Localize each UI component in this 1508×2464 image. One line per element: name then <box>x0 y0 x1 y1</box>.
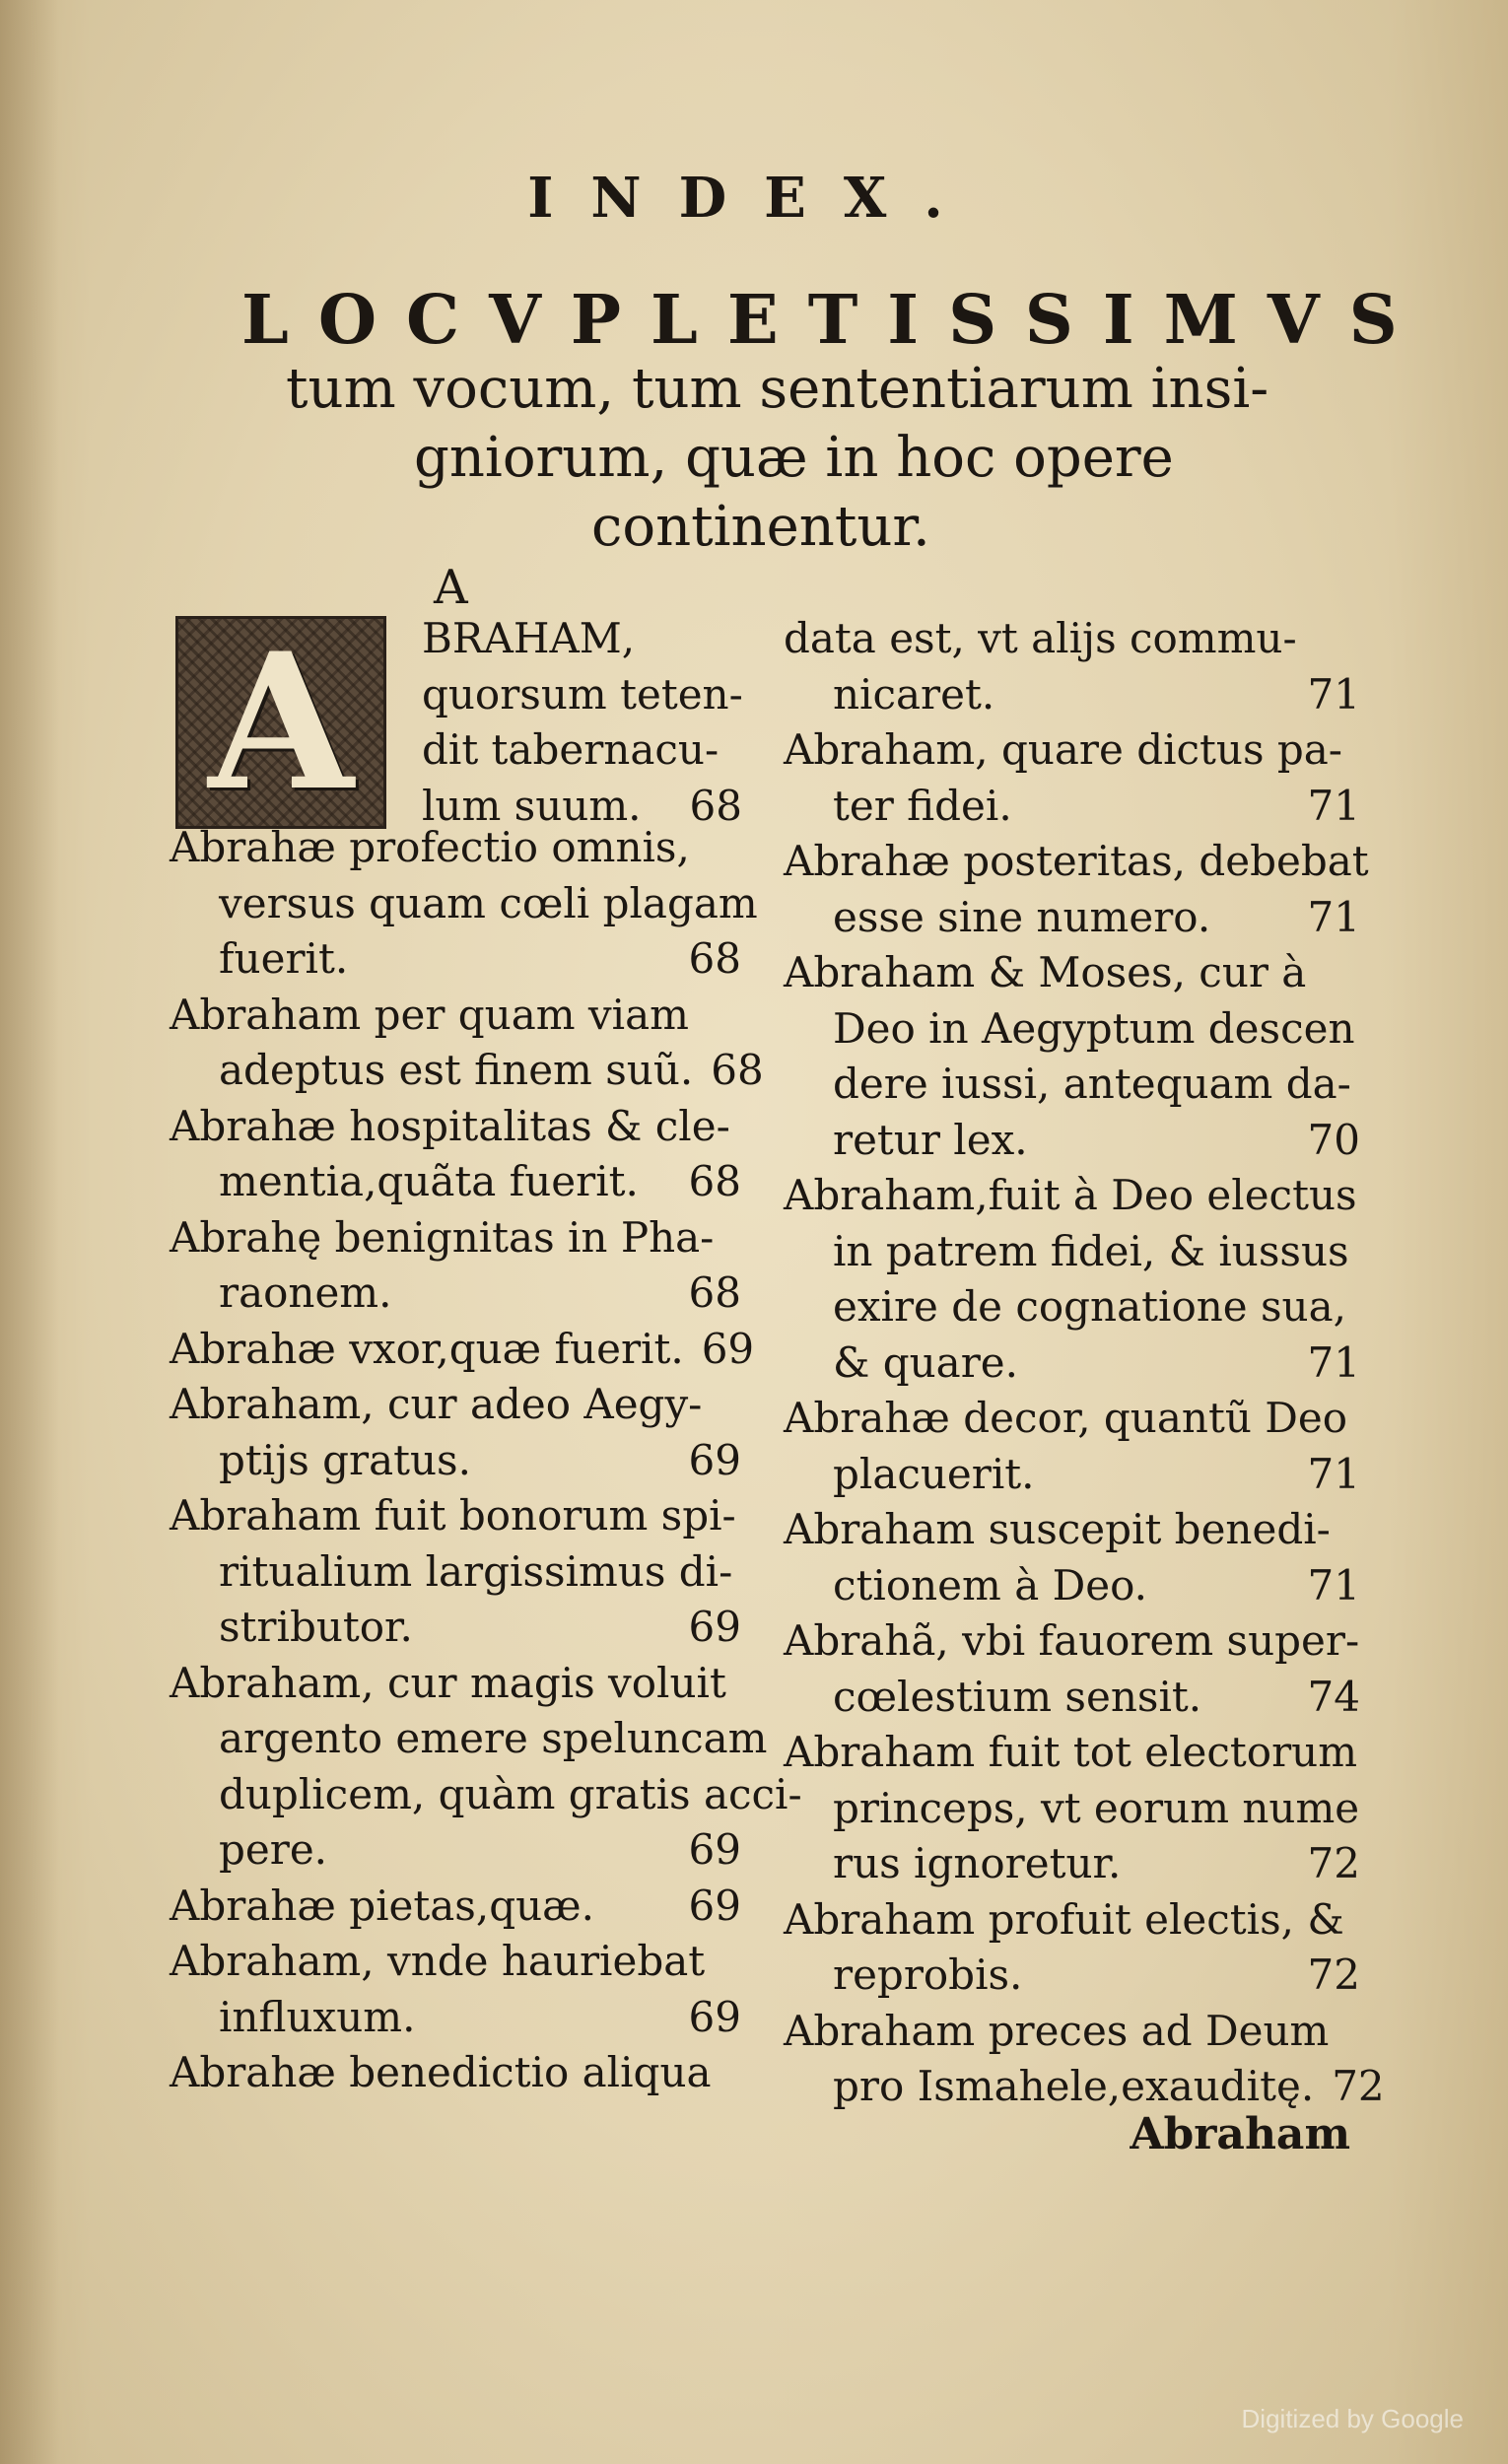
index-title: LOCVPLETISSIMVS <box>241 281 1427 360</box>
page-number: 69 <box>688 1435 741 1484</box>
index-entry <box>170 1656 802 1879</box>
drop-cap-letter: A <box>208 616 354 829</box>
page-number: 72 <box>1307 1951 1360 1999</box>
index-entry <box>170 1488 741 1656</box>
entry-line: quorsum teten- <box>422 669 743 719</box>
entry-line: influxum. 69 <box>170 1990 741 2046</box>
index-entry <box>170 1377 741 1488</box>
entry-line: dit tabernacu- <box>422 725 720 774</box>
index-entry <box>784 834 1369 945</box>
page-number: 71 <box>1307 892 1360 941</box>
entry-line: retur lex. 70 <box>784 1113 1360 1169</box>
page-number: 69 <box>701 1324 755 1373</box>
ornamental-initial-icon <box>175 616 386 829</box>
entry-line: pro Ismahele,exauditę. 72 <box>784 2059 1360 2115</box>
entry-line: reprobis. 72 <box>784 1948 1360 2004</box>
entry-line: Abrahã, vbi fauorem super- <box>784 1616 1360 1665</box>
entry-line: ptijs gratus. 69 <box>170 1433 741 1489</box>
entry-line: ter fidei. 71 <box>784 779 1360 835</box>
index-entry <box>784 1892 1360 2004</box>
entry-line: Abraham, vnde hauriebat <box>170 1937 706 1985</box>
entry-line: versus quam cœli plagam <box>219 878 758 927</box>
index-entry <box>784 1613 1360 1725</box>
right-column <box>784 611 1385 2115</box>
entry-line: Abrahæ vxor,quæ fuerit. 69 <box>170 1322 741 1378</box>
page-number: 72 <box>1332 2062 1385 2110</box>
index-entry <box>170 1934 741 2045</box>
entry-line: Abraham per quam viam <box>170 990 689 1039</box>
entry-line: exire de cognatione sua, <box>833 1282 1346 1331</box>
page-number: 69 <box>688 1603 741 1651</box>
entry-line: mentia,quãta fuerit. 68 <box>170 1154 741 1210</box>
entry-line: Abrahæ profectio omnis, <box>170 823 690 871</box>
catchword: Abraham <box>1130 2109 1350 2159</box>
entry-line: ritualium largissimus di- <box>219 1546 733 1596</box>
index-entry <box>784 1168 1360 1391</box>
entry-line: stributor. 69 <box>170 1600 741 1656</box>
entry-line: esse sine numero. 71 <box>784 890 1360 946</box>
entry-line: argento emere speluncam <box>219 1714 768 1762</box>
subtitle-line: gniorum, quæ in hoc opere <box>414 426 1174 490</box>
page-number: 72 <box>1307 1839 1360 1887</box>
page-number: 71 <box>1307 669 1360 719</box>
entry-line: BRAHAM, <box>422 614 636 662</box>
index-entry <box>784 611 1360 722</box>
entry-line: adeptus est finem suũ. 68 <box>170 1043 741 1099</box>
entry-line: Abrahæ benedictio aliqua <box>170 2048 712 2096</box>
entry-line: placuerit. 71 <box>784 1447 1360 1503</box>
entry-line: Abraham,fuit à Deo electus <box>784 1171 1357 1219</box>
entry-line: dere iussi, antequam da- <box>833 1060 1351 1108</box>
running-head: INDEX. <box>527 166 981 231</box>
index-entry <box>784 1391 1360 1502</box>
page-number: 68 <box>711 1046 764 1094</box>
page-number: 71 <box>1307 1337 1360 1387</box>
index-entry <box>784 945 1360 1168</box>
page-number: 69 <box>688 1992 741 2041</box>
entry-line: Abrahę benignitas in Pha- <box>170 1212 715 1262</box>
page-number: 69 <box>688 1881 741 1930</box>
entry-line: data est, vt alijs commu- <box>784 614 1297 662</box>
entry-line: lum suum. 68 <box>422 779 742 835</box>
index-entry <box>170 1099 741 1210</box>
index-entry <box>170 988 764 1099</box>
page-number: 68 <box>688 934 741 983</box>
entry-line: Abraham, cur magis voluit <box>170 1658 726 1707</box>
index-entry <box>784 1502 1360 1613</box>
section-letter: A <box>434 560 468 615</box>
entry-line: princeps, vt eorum nume <box>833 1783 1360 1832</box>
entry-line: Abrahæ posteritas, debebat <box>784 837 1369 885</box>
index-entry <box>784 722 1360 834</box>
index-entry <box>784 1725 1360 1892</box>
page-number: 70 <box>1307 1115 1360 1164</box>
lead-entry <box>422 611 742 834</box>
entry-line: Abraham fuit bonorum spi- <box>170 1491 736 1540</box>
page-number: 71 <box>1307 781 1360 830</box>
entry-line: Abraham, cur adeo Aegy- <box>170 1380 703 1428</box>
entry-line: nicaret. 71 <box>784 667 1360 723</box>
page-number: 71 <box>1307 1560 1360 1609</box>
entry-line: Abraham & Moses, cur à <box>784 948 1307 996</box>
entry-line: Abraham, quare dictus pa- <box>784 725 1342 774</box>
index-entry <box>170 1322 755 1378</box>
entry-line: Abraham preces ad Deum <box>784 2006 1330 2055</box>
entry-line: raonem. 68 <box>170 1266 741 1322</box>
entry-line: pere. 69 <box>170 1822 741 1879</box>
entry-line: Abrahæ decor, quantũ Deo <box>784 1394 1348 1442</box>
subtitle-line: continentur. <box>591 495 930 559</box>
entry-line: duplicem, quàm gratis acci- <box>219 1769 802 1818</box>
page-number: 68 <box>688 1157 741 1205</box>
entry-line: Abrahæ hospitalitas & cle- <box>170 1101 730 1150</box>
entry-line: ctionem à Deo. 71 <box>784 1558 1360 1614</box>
index-entry <box>784 2004 1385 2115</box>
watermark: Digitized by Google <box>1241 2404 1464 2433</box>
index-entry <box>170 2045 741 2101</box>
index-entry <box>170 820 758 988</box>
entry-line: Abraham profuit electis, & <box>784 1894 1344 1944</box>
page-number: 69 <box>688 1825 741 1874</box>
entry-line: cœlestium sensit. 74 <box>784 1670 1360 1726</box>
page-number: 68 <box>688 1268 741 1317</box>
page-number: 71 <box>1307 1449 1360 1498</box>
entry-line: Deo in Aegyptum descen <box>833 1003 1355 1053</box>
entry-line: Abrahæ pietas,quæ. 69 <box>170 1879 741 1935</box>
entry-line: Abraham suscepit benedi- <box>784 1505 1331 1553</box>
entry-line: & quare. 71 <box>784 1335 1360 1392</box>
entry-line: fuerit. 68 <box>170 931 741 988</box>
entry-line: in patrem fidei, & iussus <box>833 1226 1349 1275</box>
page-number: 74 <box>1307 1672 1360 1721</box>
left-column <box>170 820 802 2101</box>
entry-line: rus ignoretur. 72 <box>784 1836 1360 1892</box>
page-number: 68 <box>689 781 742 830</box>
index-entry <box>170 1879 741 1935</box>
index-entry <box>170 1210 741 1322</box>
entry-line: Abraham fuit tot electorum <box>784 1728 1358 1776</box>
subtitle-line: tum vocum, tum sententiarum insi- <box>286 357 1269 421</box>
page-edge-shadow <box>0 0 59 2464</box>
